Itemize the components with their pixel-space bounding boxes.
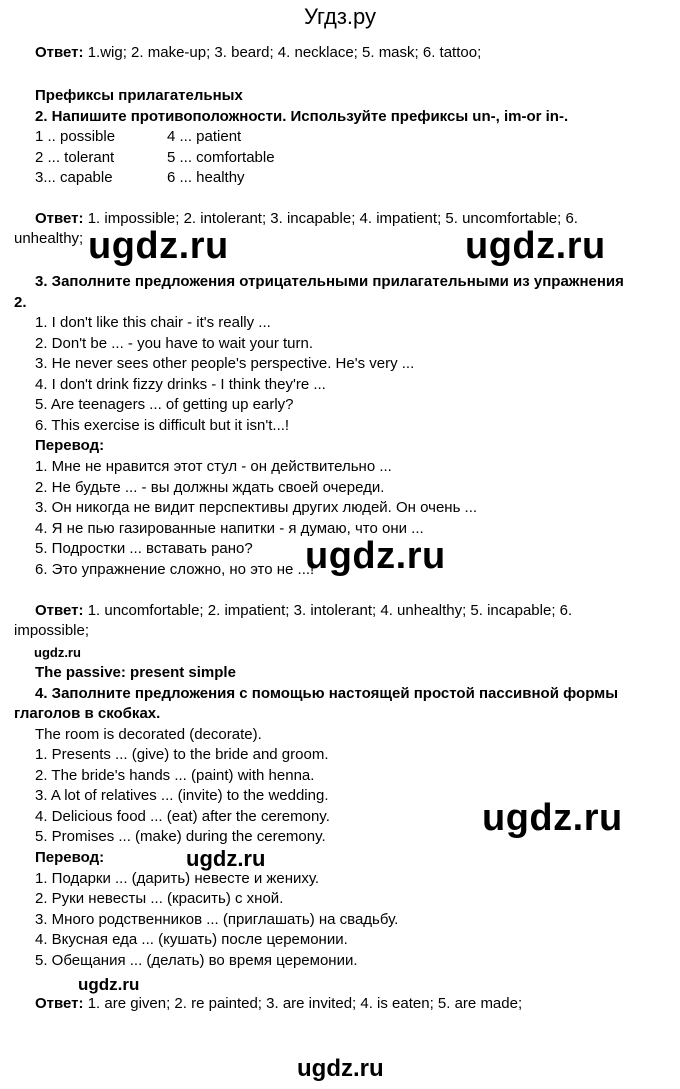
- answer-text: 1. are given; 2. re painted; 3. are invited; 4. is eaten; 5. are made;: [83, 995, 523, 1012]
- site-title: Угдз.ру: [303, 4, 377, 29]
- task-4-translation: 4. Вкусная еда ... (кушать) после церемонии.: [35, 931, 348, 948]
- task-4-example: The room is decorated (decorate).: [35, 726, 262, 743]
- task-3-sentence: 5. Are teenagers ... of getting up early?: [35, 396, 294, 413]
- task-3-sentence: 6. This exercise is difficult but it isn't...!: [35, 417, 290, 434]
- watermark: ugdz.ru: [482, 797, 623, 839]
- answer-1: [35, 44, 481, 61]
- answer-text: 1. uncomfortable; 2. impatient; 3. intolerant; 4. unhealthy; 5. incapable; 6.: [83, 602, 573, 619]
- task-4-sentence: 5. Promises ... (make) during the ceremony.: [35, 828, 326, 845]
- task-2-item: 2 ... tolerant: [35, 149, 115, 166]
- answer-3-line-1: [35, 602, 572, 619]
- task-3-instruction-cont: 2.: [14, 294, 27, 311]
- watermark: ugdz.ru: [465, 225, 606, 267]
- task-4-sentence: 3. A lot of relatives ... (invite) to the wedding.: [35, 787, 329, 804]
- answer-label: Ответ:: [35, 44, 84, 61]
- task-3-sentence: 4. I don't drink fizzy drinks - I think they're ...: [35, 376, 326, 393]
- section-heading-prefixes: Префиксы прилагательных: [35, 87, 243, 104]
- footer-watermark: ugdz.ru: [297, 1055, 384, 1082]
- task-3-translation: 5. Подростки ... вставать рано?: [35, 540, 253, 557]
- task-4-translation: 5. Обещания ... (делать) во время церемонии.: [35, 952, 358, 969]
- task-3-translation: 4. Я не пью газированные напитки - я думаю, что они ...: [35, 520, 424, 537]
- task-4-translation: 1. Подарки ... (дарить) невесте и жениху.: [35, 870, 320, 887]
- task-3-translation: 2. Не будьте ... - вы должны ждать своей очереди.: [35, 479, 385, 496]
- task-3-sentence: 1. I don't like this chair - it's really ...: [35, 314, 271, 331]
- task-2-item: 6 ... healthy: [167, 169, 245, 186]
- task-4-translation: 3. Много родственников ... (приглашать) на свадьбу.: [35, 911, 399, 928]
- task-3-sentence: 2. Don't be ... - you have to wait your turn.: [35, 335, 314, 352]
- task-3-translation: 1. Мне не нравится этот стул - он действительно ...: [35, 458, 392, 475]
- task-4-sentence: 1. Presents ... (give) to the bride and groom.: [35, 746, 329, 763]
- answer-2-line-2: unhealthy;: [14, 230, 84, 247]
- task-2-item: 4 ... patient: [167, 128, 242, 145]
- translation-label: Перевод:: [35, 849, 105, 866]
- answer-label: Ответ:: [35, 995, 84, 1012]
- task-3-translation: 3. Он никогда не видит перспективы других людей. Он очень ...: [35, 499, 478, 516]
- watermark: ugdz.ru: [88, 225, 229, 267]
- task-4-instruction-cont: глаголов в скобках.: [14, 705, 161, 722]
- answer-3-line-2: impossible;: [14, 622, 90, 639]
- translation-label: Перевод:: [35, 437, 105, 454]
- task-3-instruction: 3. Заполните предложения отрицательными прилагательными из упражнения: [35, 273, 624, 290]
- task-4-sentence: 4. Delicious food ... (eat) after the ceremony.: [35, 808, 330, 825]
- task-2-item: 1 .. possible: [35, 128, 116, 145]
- answer-text: 1. impossible; 2. intolerant; 3. incapable; 4. impatient; 5. uncomfortable; 6.: [83, 210, 578, 227]
- answer-text: 1.wig; 2. make-up; 3. beard; 4. necklace; 5. mask; 6. tattoo;: [83, 44, 482, 61]
- task-4-sentence: 2. The bride's hands ... (paint) with henna.: [35, 767, 315, 784]
- answer-4: [35, 995, 522, 1012]
- section-heading-passive: The passive: present simple: [35, 664, 236, 681]
- task-4-translation: 2. Руки невесты ... (красить) с хной.: [35, 890, 284, 907]
- task-4-instruction: 4. Заполните предложения с помощью настоящей простой пассивной формы: [35, 685, 619, 702]
- task-2-instruction: 2. Напишите противоположности. Используйте префиксы un-, im-or in-.: [35, 108, 569, 125]
- task-2-item: 5 ... comfortable: [167, 149, 275, 166]
- task-2-item: 3... capable: [35, 169, 113, 186]
- watermark: ugdz.ru: [305, 535, 446, 577]
- watermark: ugdz.ru: [78, 975, 140, 994]
- answer-label: Ответ:: [35, 602, 84, 619]
- watermark: ugdz.ru: [34, 645, 81, 660]
- task-3-sentence: 3. He never sees other people's perspective. He's very ...: [35, 355, 415, 372]
- answer-label: Ответ:: [35, 210, 84, 227]
- watermark: ugdz.ru: [186, 846, 266, 871]
- task-3-translation: 6. Это упражнение сложно, но это не ...!: [35, 561, 315, 578]
